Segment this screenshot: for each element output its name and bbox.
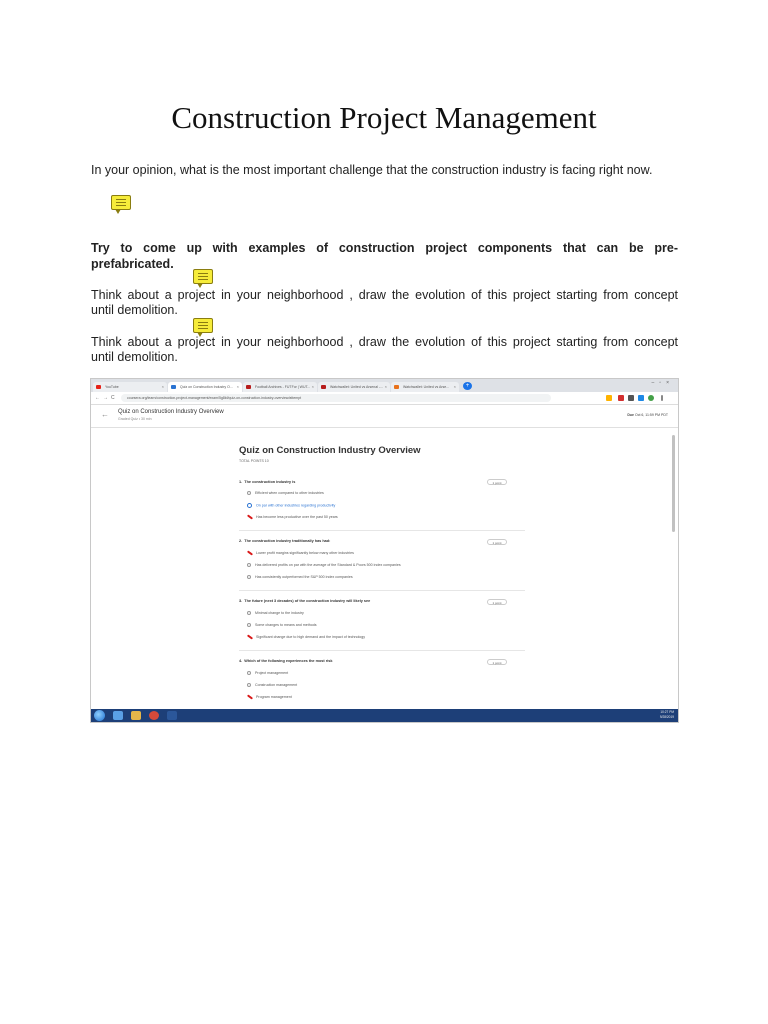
option-label: Construction management (255, 683, 298, 687)
question-divider (239, 590, 525, 591)
points-badge: 1 point (487, 659, 507, 665)
ie-icon[interactable] (113, 711, 123, 720)
option-label: Efficient when compared to other industries (255, 491, 324, 495)
answer-option[interactable] (247, 563, 401, 567)
option-label: Has consistently outperformed the S&P 500 index companies (255, 575, 353, 579)
youtube-icon (96, 385, 101, 389)
points-badge: 1 point (487, 539, 507, 545)
tab-label: Football Archives - FUTFor | WUT... (255, 385, 311, 389)
tab-label: Quiz on Construction Industry O... (180, 385, 233, 389)
tab-label: YouTube (105, 385, 119, 389)
question-1-text: In your opinion, what is the most important challenge that the construction industry is facing right now. (91, 163, 653, 177)
question-heading (239, 539, 330, 543)
pen-mark-icon (247, 551, 253, 556)
option-label: Program management (256, 695, 292, 699)
embedded-screenshot (90, 378, 679, 723)
extension-icon[interactable] (618, 395, 624, 401)
answer-option-selected[interactable] (247, 503, 335, 508)
answer-option[interactable] (247, 671, 288, 675)
clock-date: 9/28/2019 (659, 714, 674, 719)
question-heading (239, 599, 370, 603)
points-badge: 1 point (487, 479, 507, 485)
close-icon[interactable]: × (161, 384, 164, 389)
option-label: Lower profit margins significantly below many other industries (256, 551, 354, 555)
word-icon[interactable] (167, 711, 177, 720)
browser-tab[interactable] (391, 382, 459, 392)
windows-taskbar (91, 709, 678, 722)
close-icon[interactable]: × (453, 384, 456, 389)
scrollbar-thumb[interactable] (672, 435, 675, 532)
question-2-line-1: Try to come up with examples of construction project components that can be pre- (91, 241, 678, 255)
new-tab-icon[interactable]: + (463, 382, 472, 390)
site-icon (394, 385, 399, 389)
question-number: 2. (239, 539, 243, 543)
question-3-line-2: until demolition. (91, 303, 178, 317)
radio-icon[interactable] (247, 491, 251, 495)
folder-icon[interactable] (131, 711, 141, 720)
window-controls[interactable]: –▫× (651, 380, 674, 386)
extension-icon[interactable] (628, 395, 634, 401)
radio-icon[interactable] (247, 575, 251, 579)
browser-tab[interactable] (93, 382, 167, 392)
navigation-icons[interactable]: ←→C (95, 395, 118, 401)
pen-mark-icon (247, 515, 253, 520)
quiz-total-points: TOTAL POINTS 10 (239, 459, 269, 463)
question-2-line-2: prefabricated. (91, 257, 174, 271)
comment-note-icon[interactable] (111, 195, 131, 210)
tab-label: Watchwallet: United vs Arse... (403, 385, 450, 389)
close-icon[interactable]: × (384, 384, 387, 389)
question-number: 4. (239, 659, 243, 663)
radio-icon[interactable] (247, 563, 251, 567)
comment-note-icon[interactable] (193, 269, 213, 284)
points-badge: 1 point (487, 599, 507, 605)
question-heading (239, 480, 295, 484)
radio-icon[interactable] (247, 623, 251, 627)
extension-icon[interactable] (638, 395, 644, 401)
option-label: On par with other industries regarding productivity (256, 503, 336, 508)
answer-option[interactable] (247, 551, 354, 555)
document-title: Construction Project Management (171, 100, 597, 135)
due-value: Oct 6, 11:59 PM PDT (634, 413, 668, 417)
system-tray[interactable] (660, 710, 674, 719)
question-4-line-1: Think about a project in your neighborhood , draw the evolution of this project starting from concept (91, 335, 678, 349)
option-label: Project management (255, 671, 289, 675)
browser-tab[interactable] (243, 382, 317, 392)
back-arrow-icon[interactable]: ← (101, 410, 109, 419)
pen-mark-icon (247, 635, 253, 640)
tab-label: Watchwallet: United vs Arsenal -... (330, 385, 383, 389)
question-text: Which of the following experiences the most risk (244, 659, 333, 663)
question-4-line-2: until demolition. (91, 350, 178, 364)
close-icon[interactable]: × (311, 384, 314, 389)
profile-icon[interactable] (648, 395, 654, 401)
question-number: 1. (239, 480, 243, 484)
site-icon (246, 385, 251, 389)
question-text: The construction industry is (244, 480, 296, 484)
close-icon[interactable]: × (236, 384, 239, 389)
comment-note-icon[interactable] (193, 318, 213, 333)
question-number: 3. (239, 599, 243, 603)
address-bar-row (91, 392, 678, 405)
answer-option[interactable] (247, 491, 324, 495)
clock-time: 10:27 PM (660, 710, 674, 714)
browser-tab-active[interactable] (168, 382, 242, 392)
due-label: Due (627, 413, 634, 417)
quiz-header (91, 405, 678, 428)
question-divider (239, 650, 525, 651)
question-3-line-1: Think about a project in your neighborhood , draw the evolution of this project starting from concept (91, 288, 678, 302)
browser-tab[interactable] (318, 382, 390, 392)
radio-icon[interactable] (247, 503, 252, 508)
question-divider (239, 530, 525, 531)
question-text: The future (next 3 decades) of the construction industry will likely see (244, 599, 371, 603)
answer-option[interactable] (247, 683, 297, 687)
answer-option[interactable] (247, 623, 317, 627)
url-field[interactable]: coursera.org/learn/construction-project-management/exam/5g8kf/quiz-on-construction-industry-overview/attempt (121, 394, 551, 402)
option-label: Significant change due to high demand and the impact of technology (256, 635, 366, 639)
option-label: Some changes to means and methods (255, 623, 317, 627)
option-label: Has delivered profits on par with the average of the Standard & Poors 500 index companies (255, 563, 401, 567)
radio-icon[interactable] (247, 671, 251, 675)
due-date (627, 413, 668, 417)
answer-option[interactable] (247, 611, 304, 615)
answer-option[interactable] (247, 635, 365, 639)
radio-icon[interactable] (247, 611, 251, 615)
question-text: The construction industry traditionally has had: (244, 539, 331, 543)
answer-option[interactable] (247, 575, 353, 579)
browser-tab-bar (91, 379, 678, 392)
option-label: Has become less productive over the past 50 years (256, 515, 338, 519)
option-label: Minimal change to the industry (255, 611, 304, 615)
header-subtitle: Graded Quiz • 30 min (118, 417, 152, 421)
menu-icon[interactable] (661, 395, 663, 401)
star-icon[interactable] (606, 395, 612, 401)
answer-option[interactable] (247, 695, 292, 699)
header-title: Quiz on Construction Industry Overview (118, 409, 224, 415)
quiz-title: Quiz on Construction Industry Overview (239, 445, 421, 456)
pen-mark-icon (247, 695, 253, 700)
radio-icon[interactable] (247, 683, 251, 687)
chrome-icon[interactable] (149, 711, 159, 720)
answer-option[interactable] (247, 515, 338, 519)
start-button-icon[interactable] (94, 710, 105, 721)
question-heading (239, 659, 332, 663)
site-icon (321, 385, 326, 389)
coursera-icon (171, 385, 176, 389)
